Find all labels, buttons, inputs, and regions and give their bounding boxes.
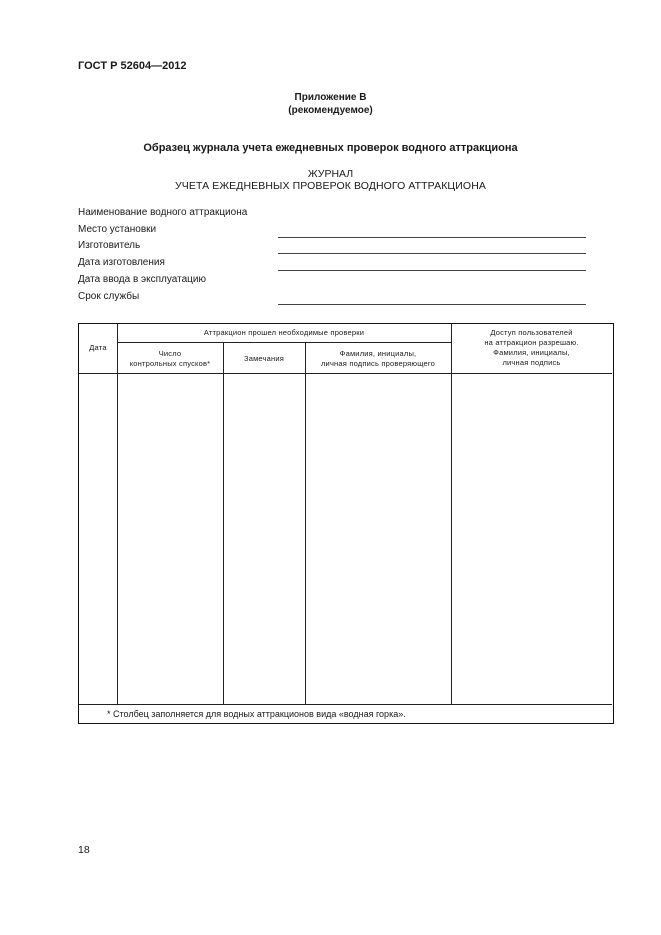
header-access-line2: на аттракцион разрешаю. [484,338,579,347]
cell-inspector[interactable] [306,374,451,704]
header-access-line4: личная подпись [502,358,561,367]
header-inspector-line1: Фамилия, инициалы, [339,349,417,358]
header-checks-group: Аттракцион прошел необходимые проверки [203,328,365,337]
cell-access[interactable] [452,374,612,704]
header-control-runs-line2: контрольных спусков* [129,359,211,368]
header-access [451,328,612,368]
field-label: Наименование водного аттракциона [78,207,248,218]
field-label: Срок службы [78,291,140,302]
field-underline[interactable] [278,304,586,305]
journal-word: ЖУРНАЛ [307,168,354,180]
header-access-line1: Доступ пользователей [490,328,573,337]
header-control-runs [117,349,223,369]
field-label: Дата изготовления [78,257,165,268]
field-underline[interactable] [278,237,586,238]
footnote-divider [79,704,612,705]
field-manufacturer [78,240,586,256]
table-footnote: * Столбец заполняется для водных аттракционов вида «водная горка». [107,709,406,719]
header-control-runs-line1: Число [158,349,182,358]
header-remarks: Замечания [243,354,285,363]
header-access-line3: Фамилия, инициалы, [493,348,570,357]
field-label: Изготовитель [78,240,141,251]
field-installation-place [78,224,586,240]
appendix-subtitle: (рекомендуемое) [288,105,373,116]
field-underline[interactable] [278,270,586,271]
appendix-title: Приложение В [294,92,367,103]
field-label: Дата ввода в эксплуатацию [78,274,206,285]
row-divider [117,342,451,343]
header-inspector-line2: личная подпись проверяющего [320,359,435,368]
field-commissioning-date [78,274,586,290]
cell-remarks[interactable] [224,374,305,704]
standard-code: ГОСТ Р 52604—2012 [78,60,187,72]
field-service-life [78,291,586,307]
field-label: Место установки [78,224,157,235]
field-underline[interactable] [278,253,586,254]
cell-date[interactable] [79,374,117,704]
field-attraction-name [78,207,586,223]
sample-title: Образец журнала учета ежедневных проверок водного аттракциона [143,142,518,154]
page-number: 18 [78,844,90,856]
inspection-log-table [78,323,614,724]
header-inspector [305,349,451,369]
field-manufacture-date [78,257,586,273]
journal-title: УЧЕТА ЕЖЕДНЕВНЫХ ПРОВЕРОК ВОДНОГО АТТРАКЦИОНА [175,180,486,192]
header-date: Дата [89,343,107,352]
cell-control-runs[interactable] [118,374,223,704]
